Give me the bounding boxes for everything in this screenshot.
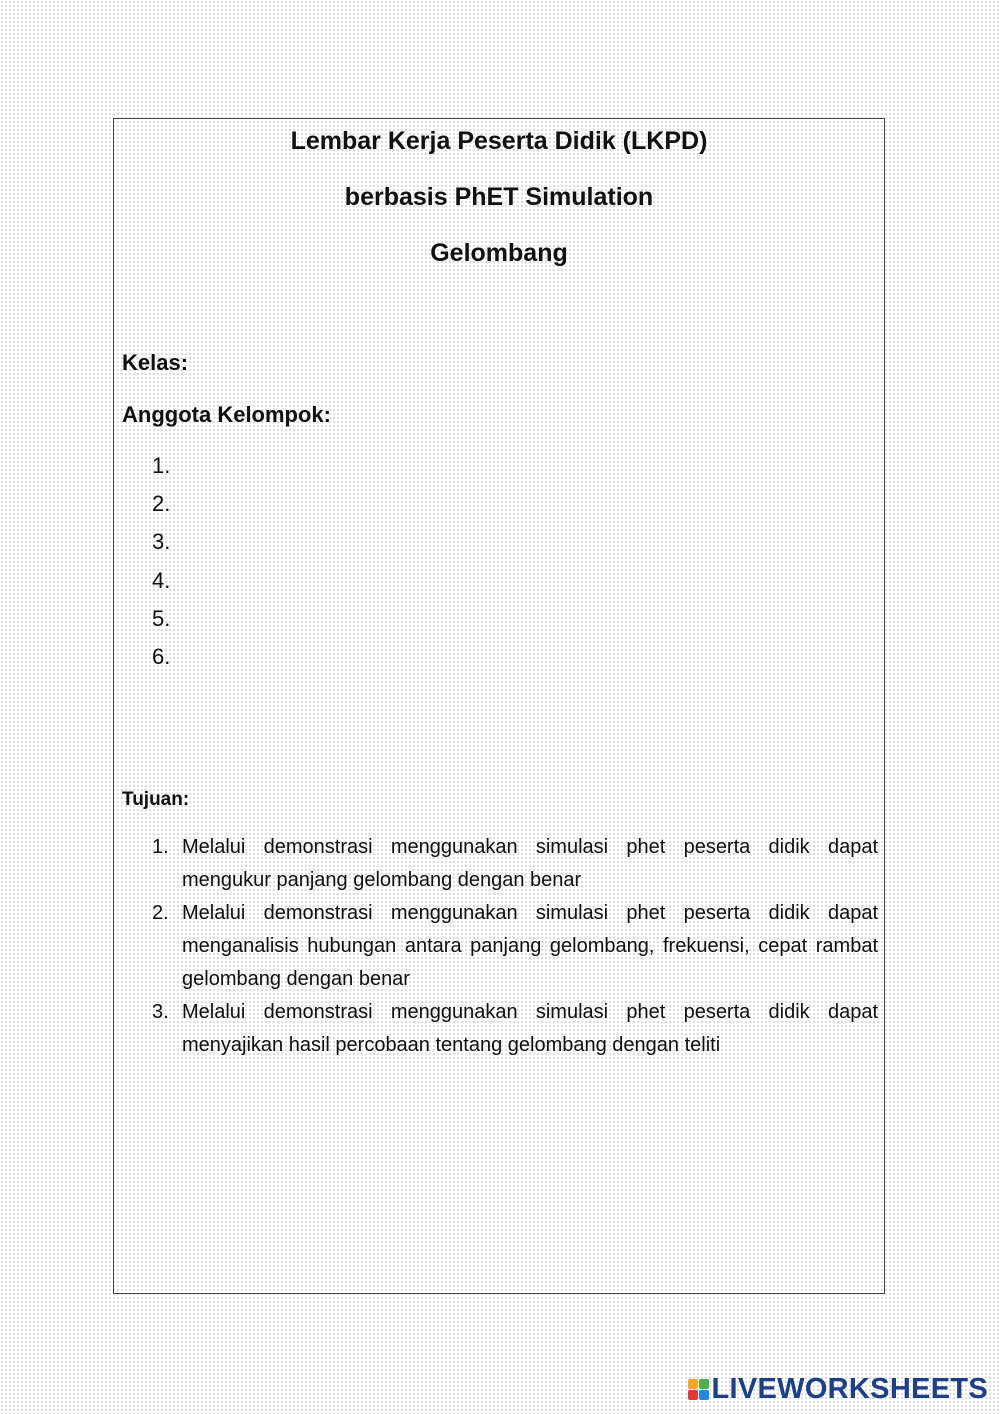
anggota-kelompok-label: Anggota Kelompok: xyxy=(122,402,331,427)
goal-item-1 xyxy=(152,831,878,897)
goal-list xyxy=(152,831,878,1062)
member-item-5: 5. xyxy=(152,605,171,631)
goal-text: Melalui demonstrasi menggunakan simulasi phet peserta didik dapat menyajikan hasil percobaan tentang gelombang dengan teliti xyxy=(182,1001,878,1056)
title-line-1: Lembar Kerja Peserta Didik (LKPD) xyxy=(290,127,708,155)
goal-number: 1. xyxy=(152,836,169,858)
worksheet-frame xyxy=(113,118,885,1294)
logo-square xyxy=(688,1390,698,1400)
logo-square xyxy=(688,1379,698,1389)
member-item-3: 3. xyxy=(152,529,171,555)
kelas-label: Kelas: xyxy=(122,350,189,375)
title-line-3: Gelombang xyxy=(430,239,568,267)
goal-item-3 xyxy=(152,996,878,1062)
member-item-4: 4. xyxy=(152,567,171,593)
liveworksheets-brand[interactable] xyxy=(688,1373,989,1406)
goal-text: Melalui demonstrasi menggunakan simulasi phet peserta didik dapat mengukur panjang gelombang dengan benar xyxy=(182,836,878,891)
goal-number: 3. xyxy=(152,1001,169,1023)
member-item-2: 2. xyxy=(152,491,171,517)
member-list xyxy=(152,452,170,681)
goal-text: Melalui demonstrasi menggunakan simulasi phet peserta didik dapat menganalisis hubungan antara panjang gelombang, frekuensi, cepat rambat gelombang dengan benar xyxy=(182,902,878,990)
member-item-1: 1. xyxy=(152,453,171,478)
brand-name: LIVEWORKSHEETS xyxy=(711,1373,988,1405)
logo-square xyxy=(699,1379,709,1389)
goal-item-2 xyxy=(152,897,878,996)
goal-number: 2. xyxy=(152,902,169,924)
member-item-6: 6. xyxy=(152,643,171,669)
title-line-2: berbasis PhET Simulation xyxy=(344,183,654,211)
liveworksheets-logo-icon xyxy=(688,1379,709,1400)
logo-square xyxy=(699,1390,709,1400)
tujuan-label: Tujuan: xyxy=(122,789,190,810)
